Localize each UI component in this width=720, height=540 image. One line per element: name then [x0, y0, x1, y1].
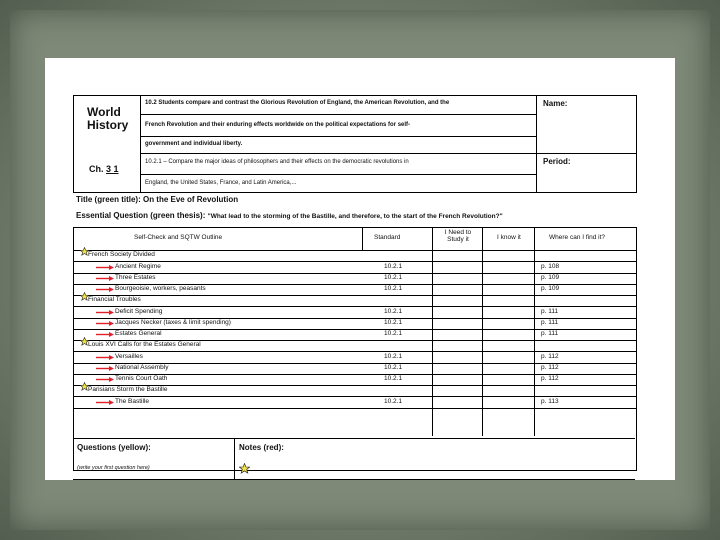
arrow-icon [96, 400, 114, 405]
outline-table [73, 227, 637, 471]
essential-question [76, 211, 503, 220]
item-label: Versailles [115, 353, 143, 360]
arrow-icon [96, 287, 114, 292]
page-cell: p. 111 [541, 308, 559, 315]
eq-text: "What lead to the storming of the Bastille, and therefore, to the start of the French Revolution?" [207, 213, 503, 220]
standard-cell: 10.2.1 [384, 263, 403, 270]
arrow-icon [96, 355, 114, 360]
arrow-icon [96, 377, 114, 382]
chapter-prefix: Ch. [89, 164, 104, 174]
chapter-number: 3 1 [106, 164, 119, 174]
item-label: French Society Divided [88, 251, 155, 258]
item-label: Deficit Spending [115, 308, 163, 315]
standard-cell: 10.2.1 [384, 319, 403, 326]
item-label: Estates General [115, 330, 162, 337]
arrow-icon [96, 310, 114, 315]
standard-cell: 10.2.1 [384, 285, 403, 292]
standard-cell: 10.2.1 [384, 364, 403, 371]
arrow-icon [96, 332, 114, 337]
worksheet-header [73, 95, 637, 193]
col-study: I Need to Study it [444, 229, 472, 243]
course-box [74, 96, 141, 192]
outline-category [74, 295, 636, 307]
item-label: Louis XVI Calls for the Estates General [88, 341, 201, 348]
worksheet [73, 95, 637, 480]
item-label: Three Estates [115, 274, 156, 281]
green-title: Title (green title): On the Eve of Revolution [76, 195, 239, 204]
col-where: Where can I find it? [549, 234, 605, 241]
page-cell: p. 109 [541, 274, 560, 281]
col-outline: Self-Check and SQTW Outline [134, 234, 223, 241]
arrow-icon [96, 321, 114, 326]
item-label: Jacques Necker (taxes & limit spending) [115, 319, 231, 326]
page-cell: p. 112 [541, 364, 559, 371]
substandard-line: 10.2.1 – Compare the major ideas of philosophers and their effects on the democratic revolutions in [145, 159, 409, 165]
star-icon [239, 463, 250, 474]
worksheet-page [45, 58, 675, 480]
course-title: World History [87, 105, 129, 132]
item-label: Ancient Regime [115, 263, 161, 270]
notes-label: Notes (red): [239, 443, 284, 452]
standard-line: French Revolution and their enduring effects worldwide on the political expectations for self- [145, 122, 411, 128]
arrow-icon [96, 276, 114, 281]
arrow-icon [96, 265, 114, 270]
page-cell: p. 112 [541, 353, 559, 360]
standards-box [141, 96, 536, 192]
item-label: National Assembly [115, 364, 169, 371]
period-field[interactable]: Period: [543, 157, 571, 166]
standard-cell: 10.2.1 [384, 375, 403, 382]
outline-category [74, 340, 636, 352]
standard-cell: 10.2.1 [384, 353, 403, 360]
item-label: Bourgeoisie, workers, peasants [115, 285, 206, 292]
standard-line: government and individual liberty. [145, 141, 243, 147]
page-cell: p. 111 [541, 319, 559, 326]
item-label: Financial Troubles [88, 296, 141, 303]
name-field[interactable]: Name: [543, 99, 568, 108]
standard-cell: 10.2.1 [384, 330, 403, 337]
outline-category [74, 385, 636, 397]
col-standard: Standard [374, 234, 401, 241]
standard-cell: 10.2.1 [384, 274, 403, 281]
item-label: Parisians Storm the Bastille [88, 386, 168, 393]
item-label: The Bastille [115, 398, 149, 405]
outline-item [74, 397, 636, 409]
standard-cell: 10.2.1 [384, 398, 403, 405]
page-cell: p. 108 [541, 263, 560, 270]
substandard-line: England, the United States, France, and Latin America,... [145, 180, 297, 186]
arrow-icon [96, 366, 114, 371]
page-cell: p. 113 [541, 398, 559, 405]
eq-label: Essential Question (green thesis): [76, 211, 206, 220]
col-know: I know it [497, 234, 521, 241]
page-cell: p. 111 [541, 330, 559, 337]
item-label: Tennis Court Oath [115, 375, 168, 382]
notes-section [73, 438, 635, 480]
page-cell: p. 112 [541, 375, 559, 382]
page-cell: p. 109 [541, 285, 560, 292]
table-header [74, 228, 636, 251]
standard-cell: 10.2.1 [384, 308, 403, 315]
chapter-label [89, 164, 119, 174]
questions-hint: (write your first question here) [77, 465, 150, 471]
questions-label: Questions (yellow): [77, 443, 151, 452]
standard-line: 10.2 Students compare and contrast the Glorious Revolution of England, the American Revolution, and the [145, 100, 450, 106]
student-box [536, 96, 637, 192]
outline-category [74, 250, 636, 262]
